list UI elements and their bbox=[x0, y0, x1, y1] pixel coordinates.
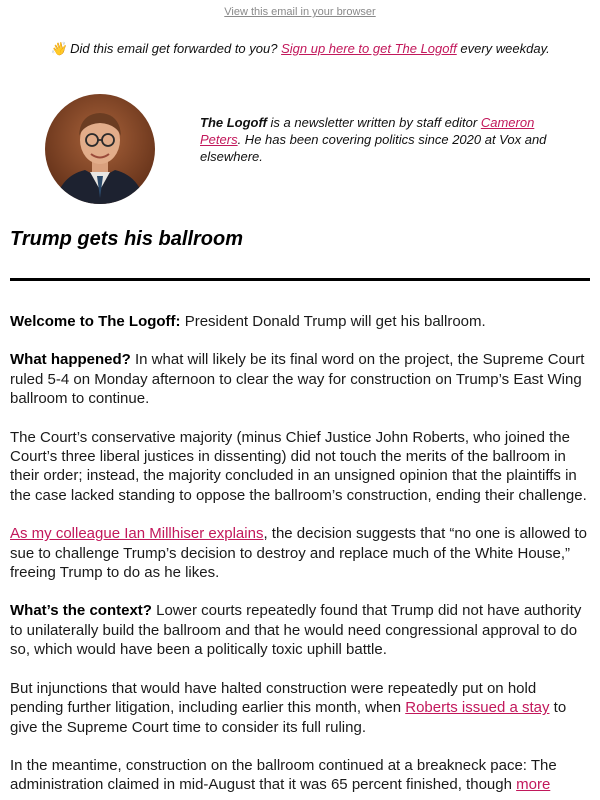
millhiser-text: , the decision suggests that “no one is allowed to sue to challenge Trump’s decision to destroy and replace much of the White House,” freeing Trump to do as he likes. bbox=[10, 525, 587, 582]
what-happened-text: In what will likely be its final word on the project, the Supreme Court ruled 5-4 on Monday afternoon to clear the way for construction on Trump’s East Wing ballroom to continue. bbox=[10, 351, 585, 408]
paragraph-majority bbox=[10, 428, 590, 506]
author-photo-icon bbox=[45, 94, 155, 204]
newsletter-name: The Logoff bbox=[200, 115, 267, 130]
forward-text: Did this email get forwarded to you? bbox=[70, 41, 278, 56]
roberts-stay-link[interactable]: Roberts issued a stay bbox=[405, 699, 550, 717]
meantime-text: In the meantime, construction on the ballroom continued at a breakneck pace: The administration claimed in mid-August that it was 65 percent finished, though bbox=[10, 756, 557, 794]
majority-text: The Court’s conservative majority (minus Chief Justice John Roberts, who joined the Court’s three liberal justices in dissenting) did not touch the merits of the ballroom in their order; instead, the majority concluded in an unsigned opinion that the plaintiffs in the case lacked standing to oppose the ballroom’s construction, ending their challenge. bbox=[10, 428, 587, 504]
injunctions-text-b: to give the Supreme Court time to consider its full ruling. bbox=[10, 699, 567, 736]
context-text: Lower courts repeatedly found that Trump did not have authority to unilaterally build the ballroom and that he would need congressional approval to do so, which would have been a politically toxic uphill battle. bbox=[10, 602, 582, 659]
author-avatar bbox=[45, 94, 155, 204]
forward-notice bbox=[0, 41, 600, 57]
paragraph-what-happened bbox=[10, 350, 590, 408]
article-body bbox=[10, 312, 590, 800]
signup-link[interactable]: Sign up here to get The Logoff bbox=[281, 41, 457, 56]
paragraph-welcome bbox=[10, 312, 590, 331]
paragraph-context bbox=[10, 601, 590, 659]
welcome-text: President Donald Trump will get his ballroom. bbox=[184, 313, 486, 330]
injunctions-text-a: But injunctions that would have halted construction were repeatedly put on hold pending further litigation, including earlier this month, when bbox=[10, 679, 537, 717]
more-link[interactable]: more bbox=[516, 776, 551, 794]
context-label: What’s the context? bbox=[10, 602, 152, 620]
view-in-browser-link[interactable]: View this email in your browser bbox=[224, 6, 376, 18]
paragraph-millhiser bbox=[10, 524, 590, 582]
editor-link[interactable]: Cameron Peters bbox=[200, 115, 535, 147]
welcome-label: Welcome to The Logoff: bbox=[10, 313, 181, 330]
author-bio-text: is a newsletter written by staff editor bbox=[270, 115, 478, 130]
section-divider bbox=[10, 278, 590, 281]
paragraph-injunctions bbox=[10, 679, 590, 737]
waving-hand-icon: 👋 bbox=[50, 41, 67, 56]
forward-suffix: every weekday. bbox=[460, 41, 550, 56]
author-bio-text-2: . He has been covering politics since 2020 at Vox and elsewhere. bbox=[200, 132, 547, 164]
millhiser-link[interactable]: As my colleague Ian Millhiser explains bbox=[10, 525, 264, 543]
what-happened-label: What happened? bbox=[10, 351, 131, 369]
paragraph-meantime bbox=[10, 756, 590, 795]
author-bio bbox=[200, 114, 570, 165]
article-headline: Trump gets his ballroom bbox=[10, 228, 243, 250]
